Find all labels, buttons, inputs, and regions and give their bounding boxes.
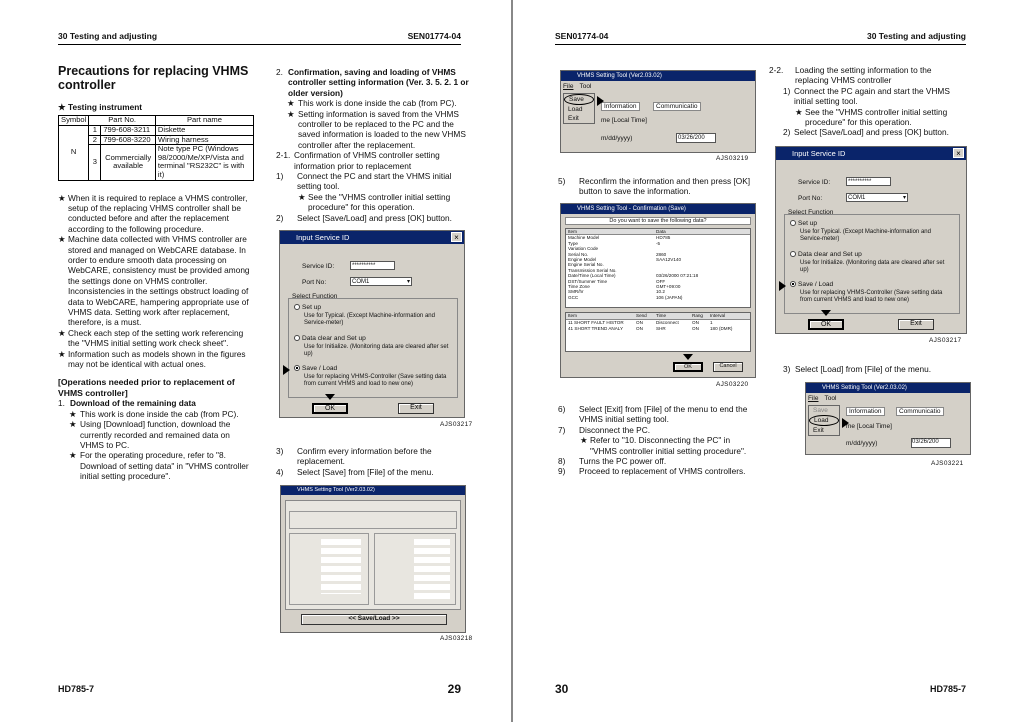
instrument-table: Symbol Part No. Part name N 1 799-608-3211 Diskette 2 799-608-3220 Wiring harness 3 Commercially available Note type PC (Windows 98/2000/Me/XP/Vista and terminal "RS232C" is with it)	[58, 115, 254, 180]
save-load-button[interactable]: << Save/Load >>	[301, 614, 447, 625]
step-2-2-2: 2) Select [Save/Load] and press [OK] button.	[783, 127, 949, 138]
header-doc-code: SEN01774-04	[407, 31, 461, 41]
pointer-arrow-icon	[821, 310, 831, 316]
window-title: VHMS Setting Tool (Ver2.03.02)	[806, 383, 970, 393]
date-field[interactable]: 03/26/200	[676, 133, 716, 143]
step-2-2-1: 1) Connect the PC again and start the VHMS initial setting tool.	[783, 85, 950, 107]
list-item: GCC 106 (JAPAN)	[568, 294, 683, 300]
ok-button[interactable]: OK	[312, 403, 348, 414]
page-number: 29	[447, 682, 461, 696]
list-item: Transmission Serial No.	[568, 267, 617, 273]
step-2: 2. Confirmation, saving and loading of VHMS controller setting information (Ver. 3. 5. 2. 1 or older version)	[276, 67, 469, 98]
list-item: 41 SHORT TREND ANALY ON SHR ON 180 (DMR)	[568, 326, 733, 331]
header-section-title: 30 Testing and adjusting	[58, 31, 158, 41]
table-row: N 1 799-608-3211 Diskette	[59, 126, 254, 136]
list-item: Time Zone GMT+09:00	[568, 284, 681, 290]
menu-file[interactable]: File	[808, 395, 819, 402]
confirm-question: Do you want to save the following data?	[565, 217, 751, 225]
step-1: 1. Download of the remaining data	[58, 398, 196, 409]
dialog-titlebar: Input Service ID ×	[280, 231, 464, 244]
menu-bar	[808, 395, 836, 402]
input-service-id-dialog-2	[775, 146, 967, 334]
machine-info-list: Item Data Machine Model HD785 Type -5 Variation Code Serial No. 2860 Engine Model SAA12V140 Engine Serial No. Transmission Serial No. Date/Time (Local Time) 03/26/2000 07:21:18 DST/Summer Time OFF Time Zone GMT+09:00 SMR/hr 10.2 GCC 106 (JAPAN)	[565, 228, 751, 308]
menu-bar	[563, 83, 591, 90]
right-column-4	[783, 364, 973, 374]
figure-code: AJS03220	[716, 381, 749, 388]
list-item: Engine Serial No.	[568, 262, 604, 268]
list-item: Machine Model HD785	[568, 235, 671, 241]
menu-item-save[interactable]: Save	[813, 407, 828, 414]
right-column-3	[769, 65, 966, 138]
date-field[interactable]: 03/26/200	[911, 438, 951, 448]
menu-item-save[interactable]: Save	[564, 94, 594, 105]
note-item: ★ Information such as models shown in the figures may not be identical with actual ones.	[58, 348, 246, 370]
list-item: Type -5	[568, 240, 661, 246]
service-id-input[interactable]: **********	[846, 177, 891, 186]
cancel-button[interactable]: Cancel	[713, 362, 743, 372]
service-id-input[interactable]: **********	[350, 261, 395, 270]
step-2-2: 2-2. Loading the setting information to the replacing VHMS controller	[769, 65, 932, 86]
step-1-item: ★ For the operating procedure, refer to "8. Download of setting data" in "VHMS controller initial setting procedure".	[69, 450, 249, 482]
date-format-label: m/dd/yyyy)	[846, 440, 878, 447]
option-setup-desc: Use for Typical. (Except Machine-information and Service-meter)	[800, 229, 931, 242]
info-tab[interactable]: Information	[601, 102, 640, 111]
list-item: SMR/hr 10.2	[568, 289, 665, 295]
input-service-id-dialog	[279, 230, 465, 418]
option-setup[interactable]: Set up	[294, 304, 454, 311]
option-setup[interactable]: Set up	[790, 220, 950, 227]
step-2-2-3: 3) Select [Load] from [File] of the menu.	[783, 364, 932, 374]
left-column	[58, 64, 256, 482]
file-menu-dropdown	[563, 93, 595, 124]
figure-code: AJS03221	[931, 460, 964, 467]
step-2-1-item: 1) Connect the PC and start the VHMS initial setting tool.	[276, 171, 452, 192]
option-data-clear[interactable]: Data clear and Set up	[790, 251, 950, 258]
option-setup-desc: Use for Typical. (Except Machine-information and Service-meter)	[304, 313, 435, 326]
table-row: 3 Commercially available Note type PC (Windows 98/2000/Me/XP/Vista and terminal "RS232C" is with it)	[59, 145, 254, 180]
pointer-arrow-icon	[283, 365, 290, 375]
port-select[interactable]: COM1 ▾	[848, 195, 906, 201]
tab-panel	[285, 500, 461, 610]
left-column-3	[276, 446, 472, 477]
option-save-load[interactable]: Save / Load	[790, 281, 950, 288]
comm-tab[interactable]: Communicatio	[896, 407, 944, 416]
step-1-item: ★ This work is done inside the cab (from PC).	[69, 408, 239, 419]
pointer-arrow-icon	[597, 96, 604, 106]
header-section-title: 30 Testing and adjusting	[866, 31, 966, 41]
ops-heading: [Operations needed prior to replacement of VHMS controller]	[58, 377, 235, 398]
menu-item-load[interactable]: Load	[568, 106, 583, 113]
step-9: 9) Proceed to replacement of VHMS controllers.	[558, 466, 746, 477]
left-page	[0, 0, 511, 722]
window-title: VHMS Setting Tool (Ver2.03.02)	[281, 486, 465, 495]
step-2-item: ★ Setting information is saved from the VHMS controller to be replaced to the PC and the saved information is loaded to the new VHMS controller after the replacement.	[287, 108, 466, 150]
pointer-arrow-icon	[779, 281, 786, 291]
list-item: Engine Model SAA12V140	[568, 257, 682, 263]
close-icon[interactable]: ×	[451, 232, 462, 242]
figure-code: AJS03217	[929, 337, 962, 344]
option-save-load[interactable]: Save / Load	[294, 365, 454, 372]
exit-button[interactable]: Exit	[398, 403, 434, 414]
file-menu-dropdown	[808, 405, 840, 436]
menu-tool[interactable]: Tool	[824, 395, 837, 402]
step-8: 8) Turns the PC power off.	[558, 456, 667, 467]
step-4: 4) Select [Save] from [File] of the menu.	[276, 466, 434, 477]
option-data-clear-desc: Use for Initialize. (Monitoring data are cleared after set up)	[800, 260, 945, 273]
figure-code: AJS03218	[440, 635, 473, 642]
time-label: me [Local Time]	[846, 423, 892, 430]
port-select[interactable]: COM1 ▾	[352, 279, 410, 285]
vhms-tool-load-menu	[805, 382, 971, 455]
option-save-load-desc: Use for replacing VHMS-Controller (Save setting data from current VHMS and load to new one)	[304, 374, 447, 387]
menu-file[interactable]: File	[563, 83, 574, 90]
testing-instrument-label: ★ Testing instrument	[58, 102, 143, 112]
dialog-titlebar: Input Service ID ×	[776, 147, 966, 160]
service-id-label: Service ID:	[798, 179, 831, 186]
right-page	[513, 0, 1024, 722]
port-label: Port No:	[302, 279, 327, 286]
page-title: Precautions for replacing VHMS controller	[58, 64, 249, 92]
option-data-clear-desc: Use for Initialize. (Monitoring data are cleared after set up)	[304, 344, 449, 357]
option-save-load-desc: Use for replacing VHMS-Controller (Save setting data from current VHMS and load to new one)	[800, 290, 943, 303]
function-group-label: Select Function	[292, 293, 338, 300]
right-footer	[555, 684, 966, 698]
function-group-label: Select Function	[788, 209, 834, 216]
footer-model: HD785-7	[58, 684, 95, 694]
exit-button[interactable]: Exit	[898, 319, 934, 330]
page-number: 30	[555, 682, 569, 696]
info-tab[interactable]: Information	[846, 407, 885, 416]
step-2-1-note: ★ See the "VHMS controller initial setting procedure" for this operation.	[298, 191, 451, 213]
note-item: ★ When it is required to replace a VHMS controller, setup of the replacing VHMS controller shall be conducted before and after the replacement according to the following procedure.	[58, 192, 248, 234]
step-2-item: ★ This work is done inside the cab (from PC).	[287, 98, 457, 109]
list-item: Date/Time (Local Time) 03/26/2000 07:21:18	[568, 273, 699, 279]
menu-tool[interactable]: Tool	[579, 83, 592, 90]
right-column-1	[558, 176, 754, 197]
step-7: 7) Disconnect the PC.	[558, 424, 651, 435]
pointer-arrow-icon	[683, 354, 693, 360]
ok-button[interactable]: OK	[808, 319, 844, 330]
vhms-setting-tool-window	[280, 485, 466, 633]
service-id-label: Service ID:	[302, 263, 335, 270]
step-2-1: 2-1. Confirmation of VHMS controller setting information prior to replacement	[276, 150, 440, 171]
comm-tab[interactable]: Communicatio	[653, 102, 701, 111]
note-item: ★ Check each step of the setting work referencing the "VHMS initial setting work check sheet".	[58, 327, 244, 349]
step-2-2-1-note: ★ See the "VHMS controller initial setting procedure" for this operation.	[795, 106, 948, 128]
menu-item-exit[interactable]: Exit	[568, 115, 579, 122]
right-column-2	[558, 404, 758, 477]
menu-item-exit[interactable]: Exit	[813, 427, 824, 434]
step-2-1-item: 2) Select [Save/Load] and press [OK] button.	[276, 212, 452, 223]
figure-code: AJS03219	[716, 155, 749, 162]
window-title: VHMS Setting Tool (Ver2.03.02)	[561, 71, 755, 81]
pointer-arrow-icon	[842, 418, 849, 428]
time-label: me [Local Time]	[601, 117, 647, 124]
left-header	[58, 31, 461, 45]
ok-button[interactable]: OK	[673, 362, 703, 372]
option-data-clear[interactable]: Data clear and Set up	[294, 335, 454, 342]
figure-code: AJS03217	[440, 421, 473, 428]
confirmation-save-dialog	[560, 203, 756, 378]
port-label: Port No:	[798, 195, 823, 202]
data-item-list: Item Send Time Rang Interval 11 SHORT FAULT HISTOR ON Disconnect ON 1 41 SHORT TREND ANALY ON SHR ON 180 (DMR)	[565, 312, 751, 352]
right-header	[555, 31, 966, 45]
step-1-item: ★ Using [Download] function, download the currently recorded and remained data on VHMS to PC.	[69, 419, 231, 450]
list-item: Variation Code	[568, 246, 599, 252]
footer-model: HD785-7	[929, 684, 966, 694]
step-6: 6) Select [Exit] from [File] of the menu to end the VHMS initial setting tool.	[558, 404, 748, 425]
list-item: DST/Summer Time OFF	[568, 278, 666, 284]
step-7-note: ★ Refer to "10. Disconnecting the PC" in "VHMS controller initial setting procedure".	[580, 435, 747, 456]
menu-item-load[interactable]: Load	[809, 415, 839, 426]
left-footer	[58, 684, 461, 698]
step-3: 3) Confirm every information before the replacement.	[276, 446, 432, 467]
note-item: ★ Machine data collected with VHMS controller are stored and managed on WebCARE database. In order to endure smooth data processing on WebCARE, consistency must be provided among the settings done on VHMS controller. Inconsistencies in the settings obstruct loading of data to WebCARE, hampering appropriate use of VHMS data. Setting work after replacement, therefore, is a must.	[58, 234, 250, 328]
vhms-tool-file-menu	[560, 70, 756, 153]
date-format-label: m/dd/yyyy)	[601, 135, 633, 142]
table-row: 2 799-608-3220 Wiring harness	[59, 135, 254, 145]
list-item: 11 SHORT FAULT HISTOR ON Disconnect ON 1	[568, 320, 713, 325]
pointer-arrow-icon	[325, 394, 335, 400]
header-doc-code: SEN01774-04	[555, 31, 609, 41]
list-item: Serial No. 2860	[568, 251, 667, 257]
step-5: 5) Reconfirm the information and then press [OK] button to save the information.	[558, 176, 751, 197]
left-column-2	[276, 67, 472, 223]
window-title: VHMS Setting Tool - Confirmation (Save)	[561, 204, 755, 214]
close-icon[interactable]: ×	[953, 148, 964, 158]
